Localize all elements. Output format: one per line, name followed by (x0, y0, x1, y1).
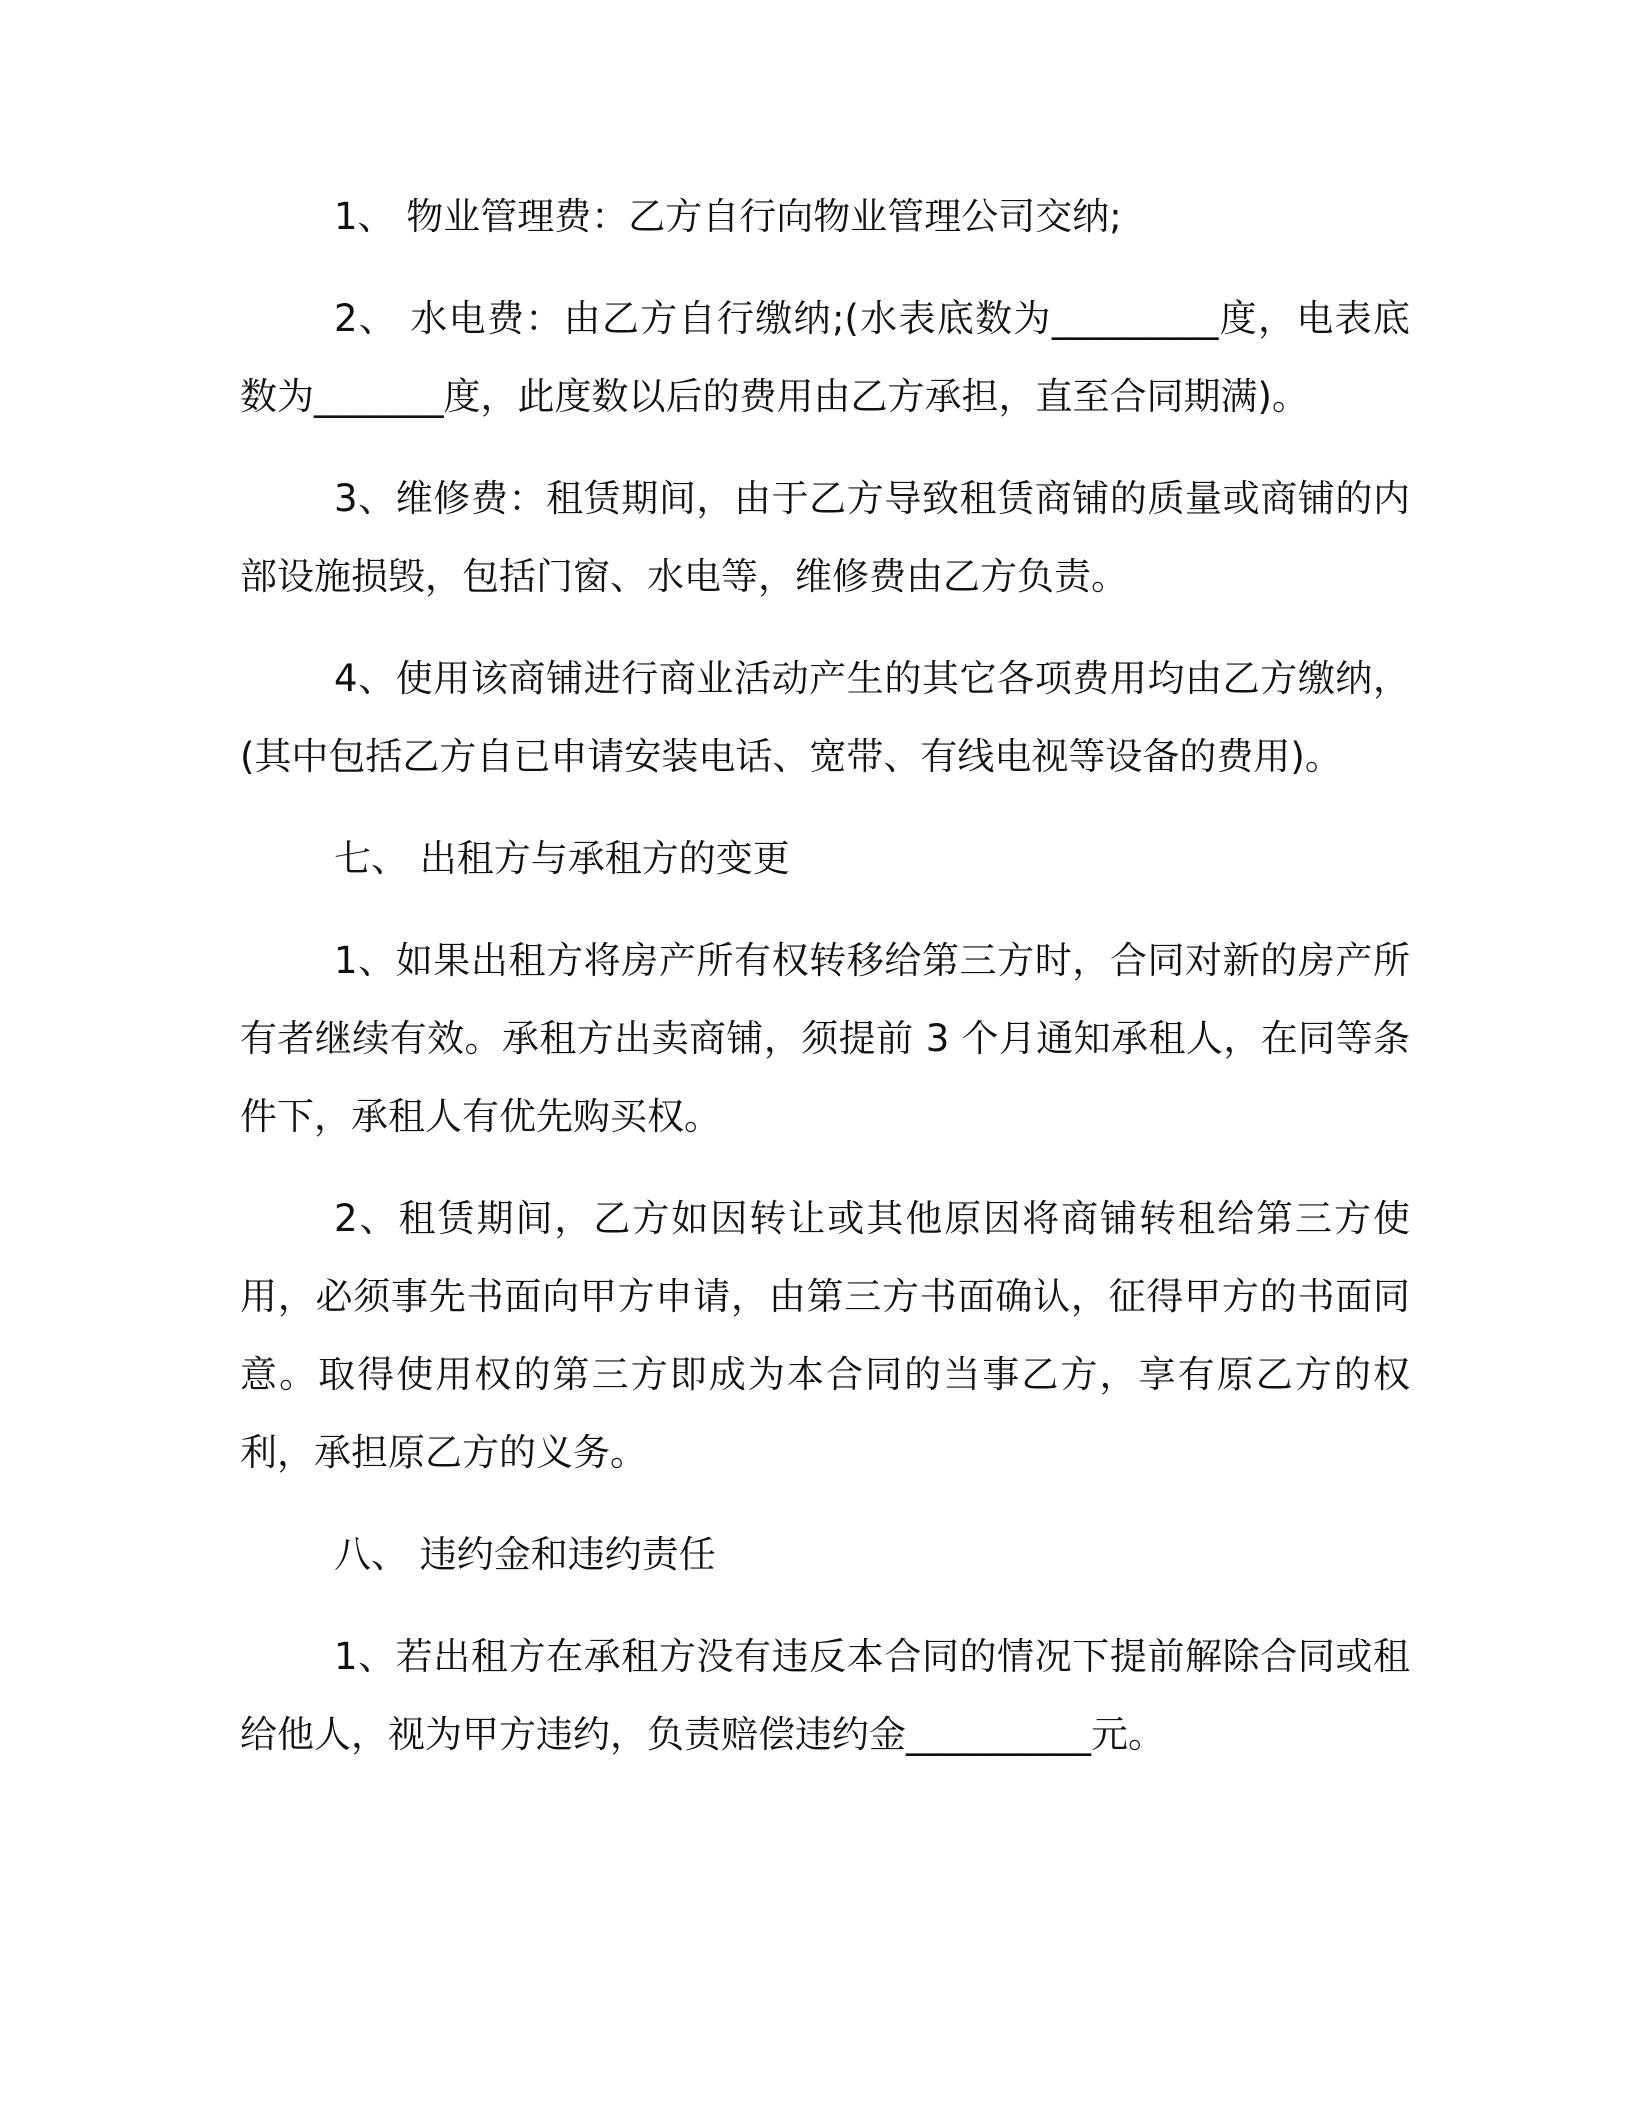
section-heading-7: 七、 出租方与承租方的变更 (334, 837, 790, 880)
clause-other-fees: 4、使用该商铺进行商业活动产生的其它各项费用均由乙方缴纳，(其中包括乙方自已申请安装电话、宽带、有线电视等设备的费用)。 (240, 657, 1410, 778)
document-body (240, 178, 1410, 1774)
clause-property-fee: 1、 物业管理费：乙方自行向物业管理公司交纳; (334, 195, 1122, 238)
clause-utility-fee: 2、 水电费：由乙方自行缴纳;(水表底数为_________度，电表底数为_______度，此度数以后的费用由乙方承担，直至合同期满)。 (240, 297, 1410, 418)
clause-early-termination: 1、若出租方在承租方没有违反本合同的情况下提前解除合同或租给他人，视为甲方违约，负责赔偿违约金__________元。 (240, 1635, 1410, 1756)
clause-sublease: 2、租赁期间，乙方如因转让或其他原因将商铺转租给第三方使用，必须事先书面向甲方申请，由第三方书面确认，征得甲方的书面同意。取得使用权的第三方即成为本合同的当事乙方，享有原乙方的权利，承担原乙方的义务。 (240, 1197, 1410, 1474)
section-heading-8: 八、 违约金和违约责任 (334, 1533, 716, 1576)
clause-maintenance-fee: 3、维修费：租赁期间，由于乙方导致租赁商铺的质量或商铺的内部设施损毁，包括门窗、水电等，维修费由乙方负责。 (240, 477, 1410, 598)
clause-ownership-transfer: 1、如果出租方将房产所有权转移给第三方时，合同对新的房产所有者继续有效。承租方出卖商铺，须提前 3 个月通知承租人，在同等条件下，承租人有优先购买权。 (240, 939, 1410, 1138)
